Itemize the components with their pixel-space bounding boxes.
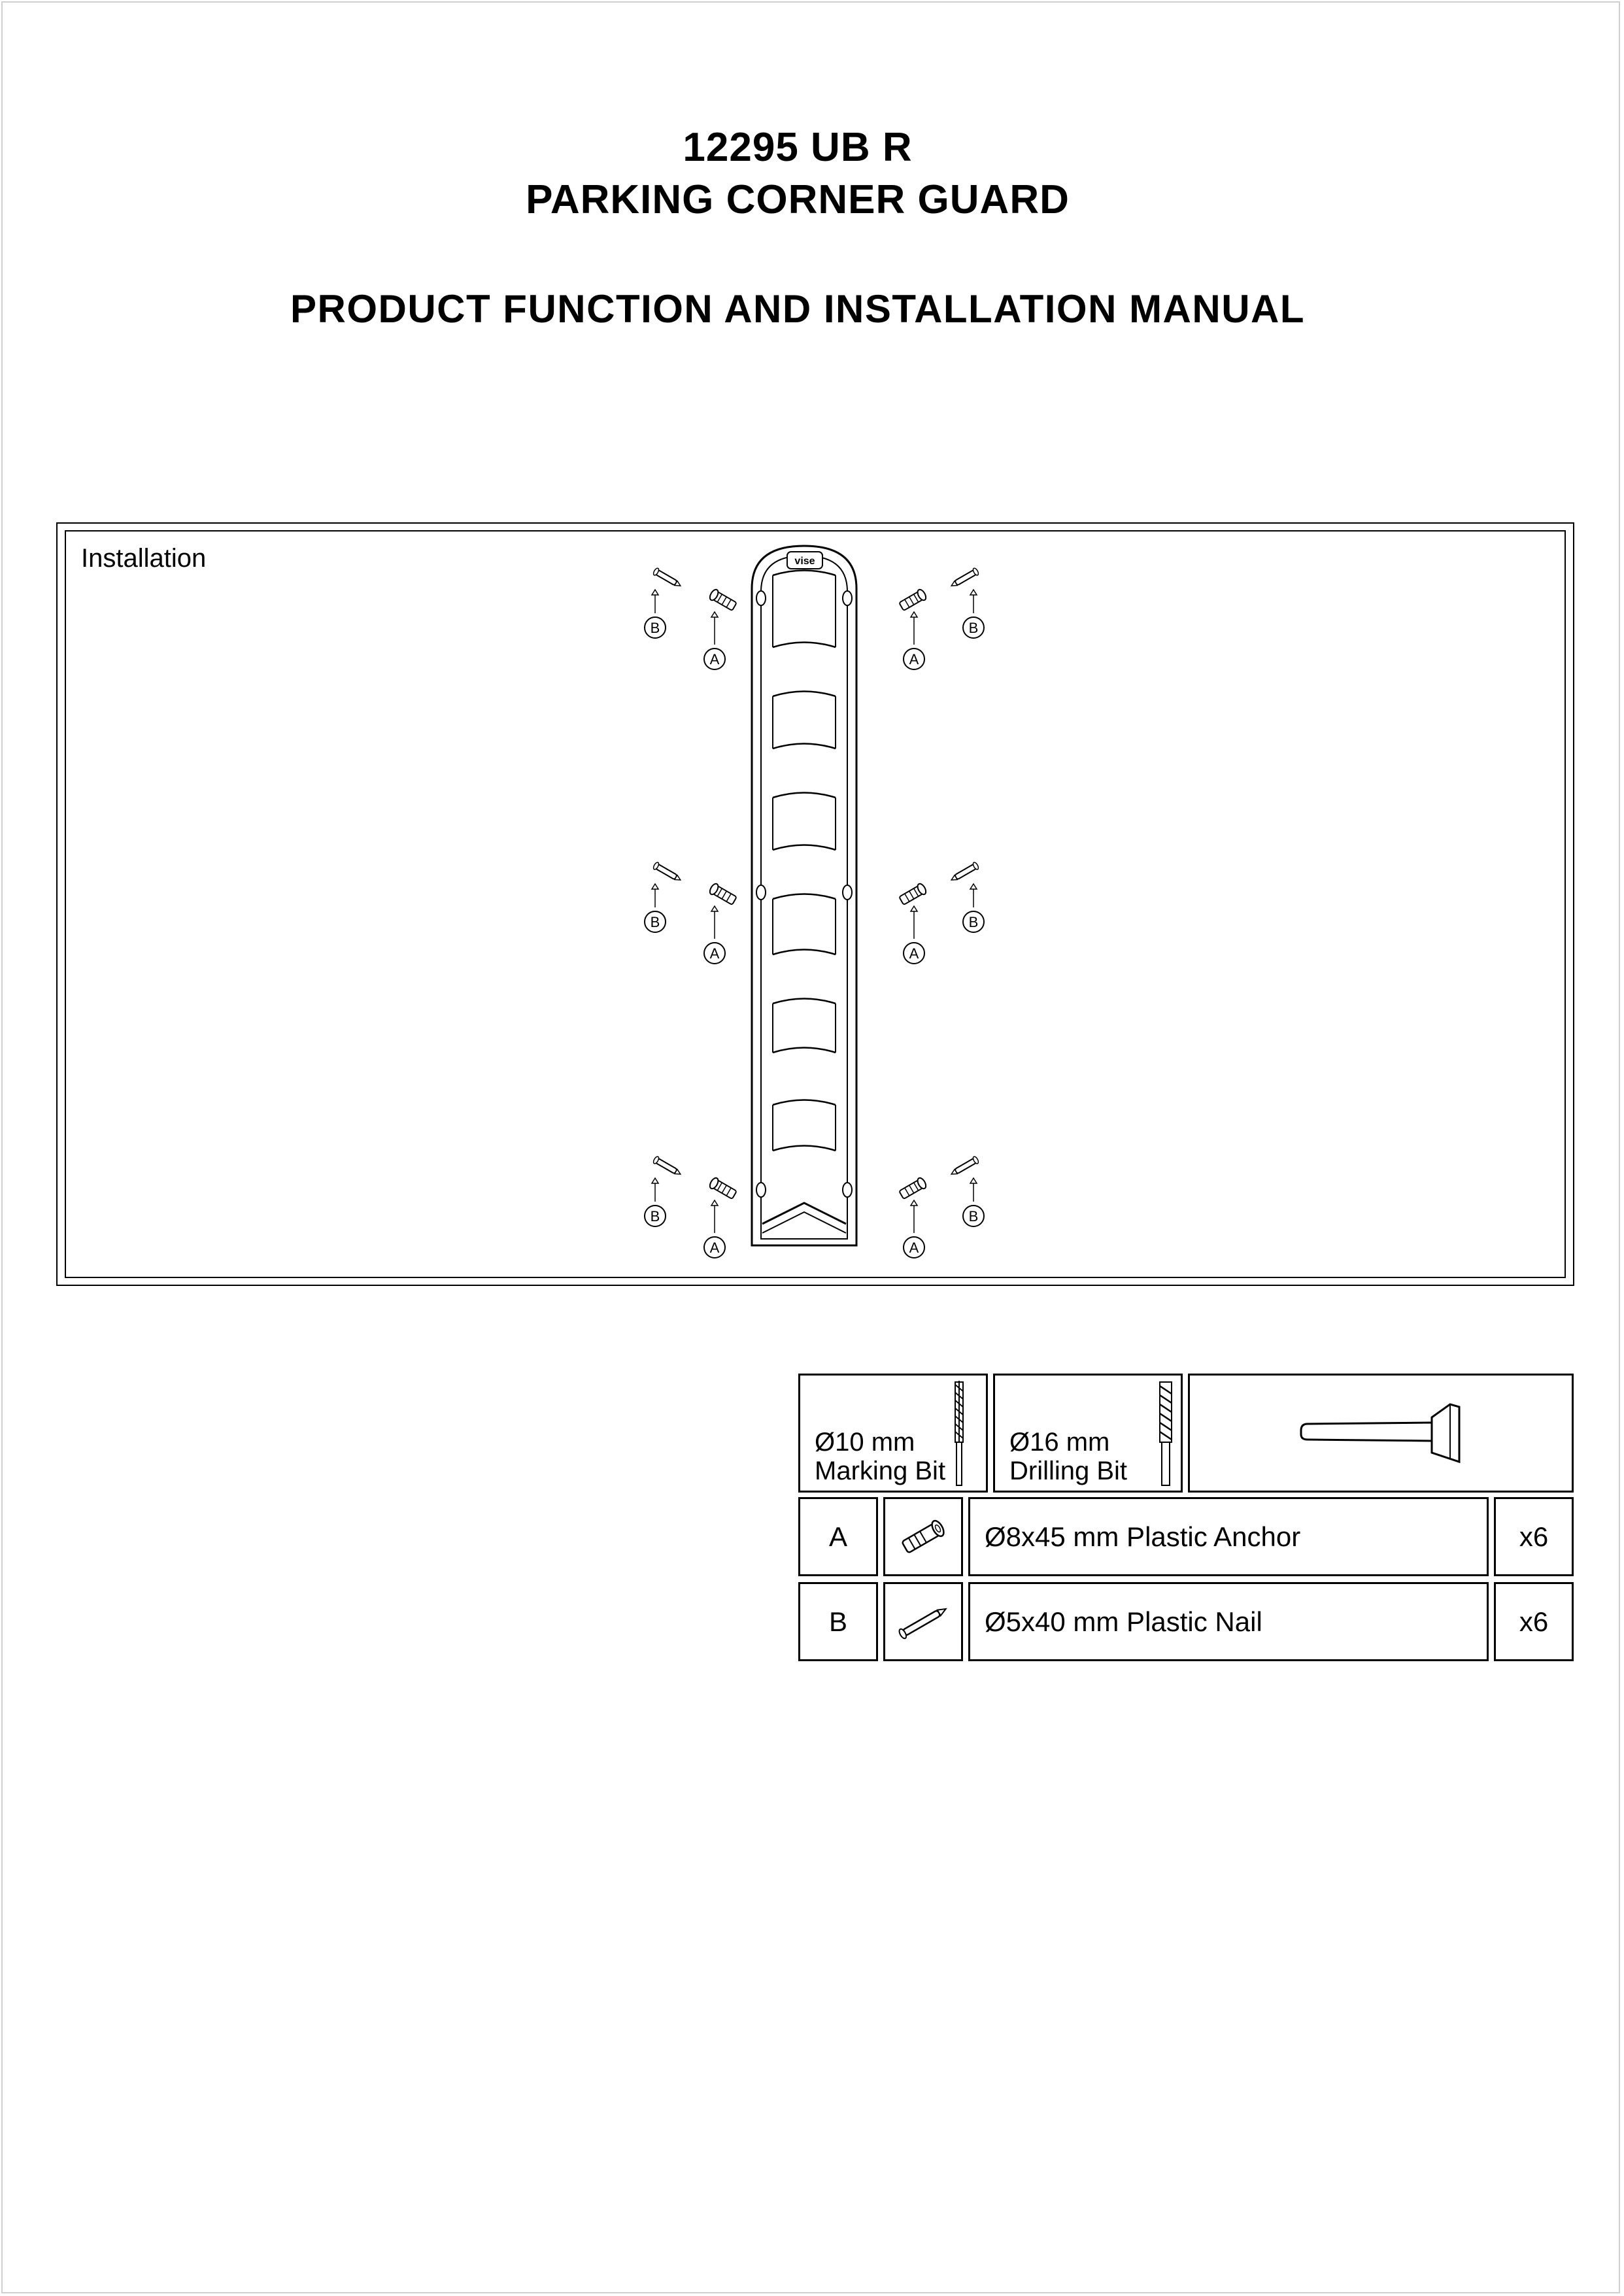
tool-hammer bbox=[1188, 1374, 1574, 1493]
svg-text:A: A bbox=[909, 1240, 919, 1256]
drill-bit-icon bbox=[949, 1379, 969, 1487]
callout-arrow bbox=[652, 1178, 658, 1202]
product-name: PARKING CORNER GUARD bbox=[526, 177, 1070, 222]
callout-arrow bbox=[711, 1200, 718, 1233]
part-b-description: Ø5x40 mm Plastic Nail bbox=[968, 1582, 1489, 1661]
svg-text:B: B bbox=[650, 620, 660, 636]
callout-b bbox=[963, 617, 984, 638]
callout-arrow bbox=[911, 906, 917, 939]
callout-arrow bbox=[652, 590, 658, 613]
callout-a bbox=[904, 649, 924, 669]
callout-arrow bbox=[711, 612, 718, 645]
svg-text:A: A bbox=[909, 945, 919, 962]
part-b-quantity: x6 bbox=[1494, 1582, 1574, 1661]
callout-a bbox=[904, 1237, 924, 1258]
plastic-nail-icon bbox=[949, 862, 979, 883]
plastic-anchor-icon bbox=[898, 1177, 928, 1200]
plastic-nail-icon bbox=[652, 862, 683, 883]
part-b-icon-cell bbox=[883, 1582, 963, 1661]
svg-text:A: A bbox=[709, 651, 720, 667]
drill-bit-icon bbox=[1155, 1379, 1177, 1487]
part-a-letter: A bbox=[798, 1497, 878, 1576]
tool-marking-bit-label: Marking Bit bbox=[815, 1457, 946, 1485]
callout-arrow bbox=[970, 1178, 977, 1202]
callout-arrow bbox=[652, 884, 658, 907]
callout-arrow bbox=[970, 884, 977, 907]
svg-text:B: B bbox=[650, 914, 660, 930]
callout-b bbox=[963, 1206, 984, 1226]
tool-drilling-bit bbox=[993, 1374, 1183, 1493]
plastic-anchor-icon bbox=[890, 1512, 956, 1562]
plastic-anchor-icon bbox=[898, 588, 928, 612]
callout-arrow bbox=[911, 612, 917, 645]
svg-text:B: B bbox=[968, 914, 979, 930]
plastic-nail-icon bbox=[949, 567, 979, 589]
callout-a bbox=[704, 649, 725, 669]
callout-b bbox=[645, 617, 666, 638]
plastic-anchor-icon bbox=[898, 883, 928, 906]
installation-label: Installation bbox=[81, 544, 207, 573]
installation-diagram bbox=[628, 536, 1020, 1268]
part-a-description: Ø8x45 mm Plastic Anchor bbox=[968, 1497, 1489, 1576]
corner-guard-body bbox=[752, 546, 856, 1245]
part-b-letter: B bbox=[798, 1582, 878, 1661]
callout-a bbox=[704, 943, 725, 964]
callout-b bbox=[963, 911, 984, 932]
plastic-anchor-icon bbox=[708, 1177, 737, 1200]
plastic-nail-icon bbox=[949, 1156, 979, 1177]
model-number: 12295 UB R bbox=[683, 125, 913, 170]
callout-a bbox=[704, 1237, 725, 1258]
svg-text:A: A bbox=[709, 1240, 720, 1256]
plastic-anchor-icon bbox=[708, 588, 737, 612]
plastic-nail-icon bbox=[652, 567, 683, 589]
svg-text:A: A bbox=[709, 945, 720, 962]
svg-text:B: B bbox=[968, 1208, 979, 1224]
part-a-quantity: x6 bbox=[1494, 1497, 1574, 1576]
tool-marking-bit-size: Ø10 mm bbox=[815, 1428, 915, 1457]
part-a-icon-cell bbox=[883, 1497, 963, 1576]
tool-drilling-bit-size: Ø16 mm bbox=[1009, 1428, 1110, 1457]
callout-arrow bbox=[970, 590, 977, 613]
plastic-anchor-icon bbox=[708, 883, 737, 906]
callout-b bbox=[645, 1206, 666, 1226]
hammer-icon bbox=[1294, 1399, 1478, 1471]
tool-marking-bit bbox=[798, 1374, 988, 1493]
callout-b bbox=[645, 911, 666, 932]
guard-logo: vise bbox=[794, 556, 815, 567]
callout-arrow bbox=[911, 1200, 917, 1233]
manual-title: PRODUCT FUNCTION AND INSTALLATION MANUAL bbox=[290, 287, 1306, 331]
tool-drilling-bit-label: Drilling Bit bbox=[1009, 1457, 1128, 1485]
svg-text:B: B bbox=[650, 1208, 660, 1224]
plastic-nail-icon bbox=[890, 1597, 956, 1647]
svg-text:B: B bbox=[968, 620, 979, 636]
callout-a bbox=[904, 943, 924, 964]
svg-text:A: A bbox=[909, 651, 919, 667]
plastic-nail-icon bbox=[652, 1156, 683, 1177]
callout-arrow bbox=[711, 906, 718, 939]
